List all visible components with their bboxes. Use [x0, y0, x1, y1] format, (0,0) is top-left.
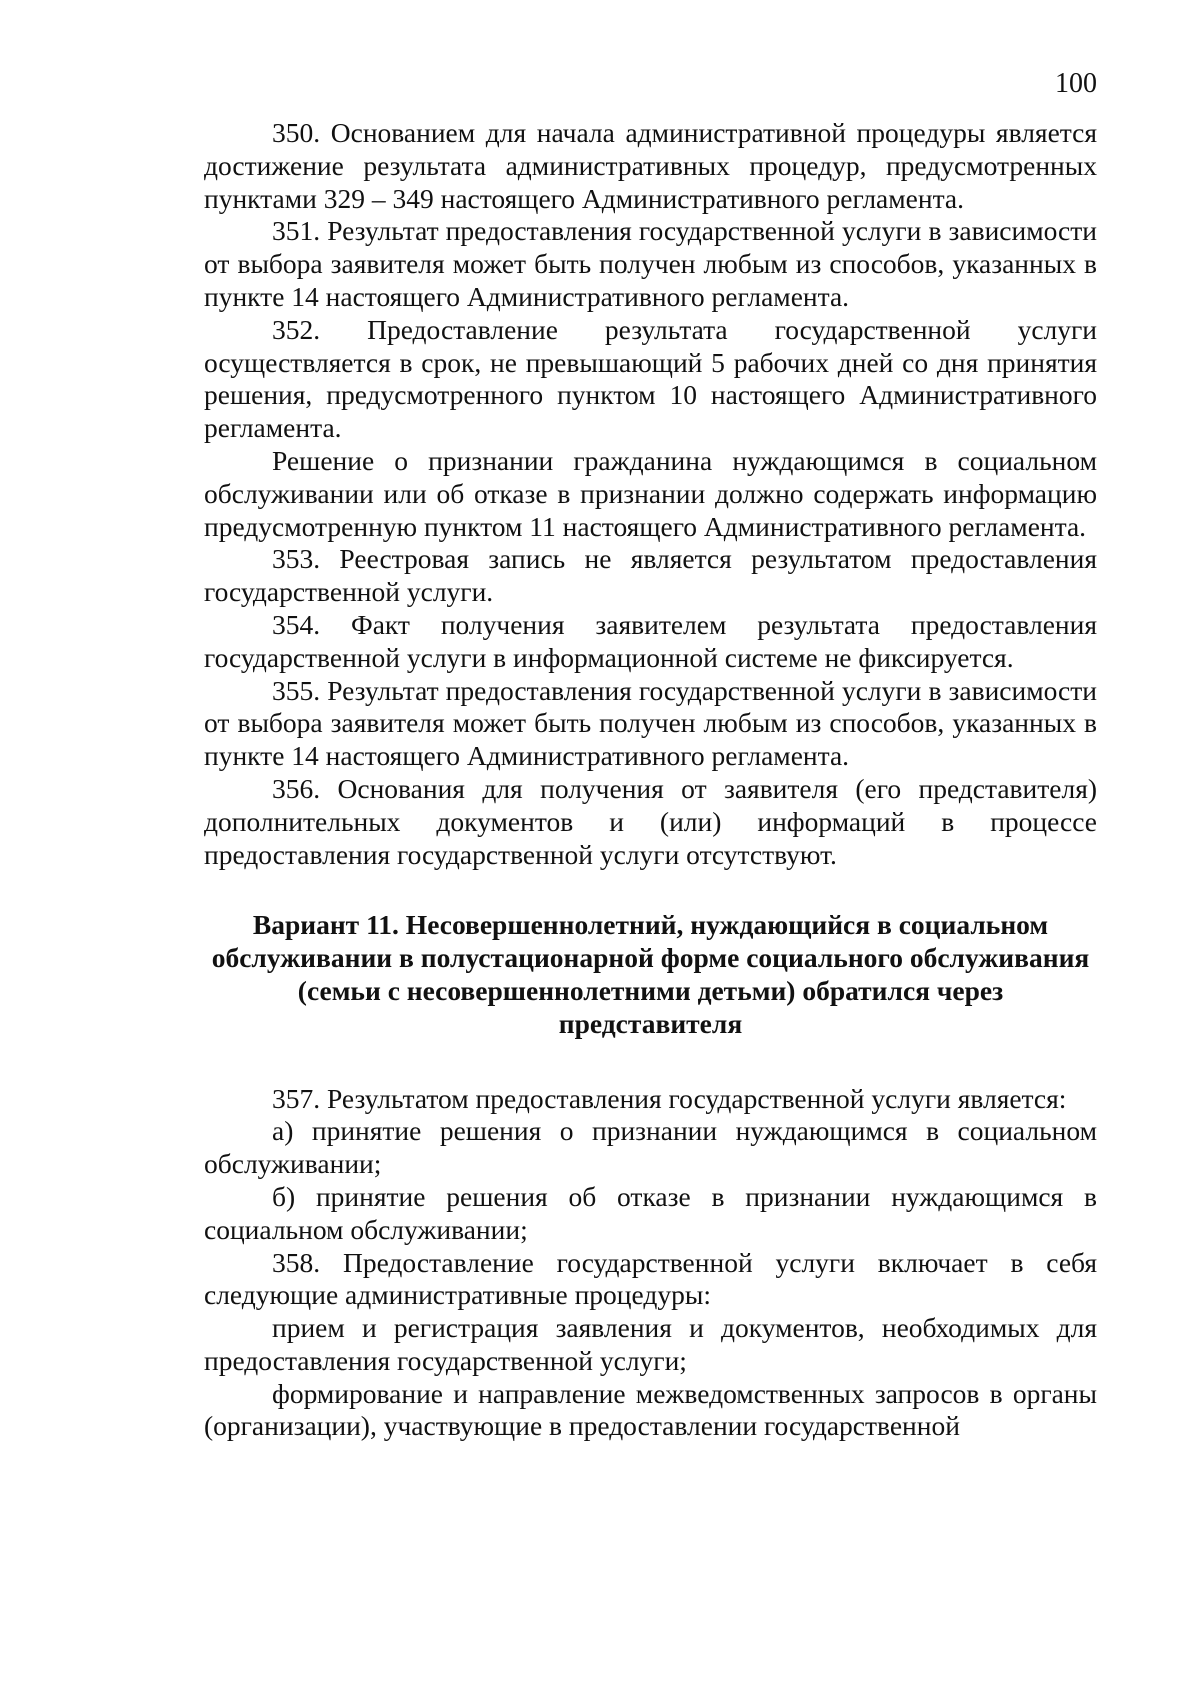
paragraph-358: 358. Предоставление государственной услуги включает в себя следующие административные процедуры: [204, 1246, 1097, 1311]
paragraph-352: 352. Предоставление результата государственной услуги осуществляется в срок, не превышающий 5 рабочих дней со дня принятия решения, предусмотренного пунктом 10 настоящего Административного регламента. [204, 313, 1097, 444]
list-item-a: а) принятие решения о признании нуждающимся в социальном обслуживании; [204, 1115, 1097, 1180]
section-heading: Вариант 11. Несовершеннолетний, нуждающийся в социальном обслуживании в полустационарной форме социального обслуживания (семьи с несовершеннолетними детьми) обратился через представителя [211, 909, 1090, 1039]
paragraph-355: 355. Результат предоставления государственной услуги в зависимости от выбора заявителя может быть получен любым из способов, указанных в пункте 14 настоящего Административного регламента. [204, 674, 1097, 772]
list-item-b: б) принятие решения об отказе в признании нуждающимся в социальном обслуживании; [204, 1180, 1097, 1245]
paragraph-354: 354. Факт получения заявителем результата предоставления государственной услуги в информационной системе не фиксируется. [204, 608, 1097, 673]
document-body [204, 117, 1097, 1443]
procedure-item-reception: прием и регистрация заявления и документов, необходимых для предоставления государственной услуги; [204, 1312, 1097, 1376]
paragraph-350: 350. Основанием для начала административной процедуры является достижение результата административных процедур, предусмотренных пунктами 329 – 349 настоящего Административного регламента. [204, 117, 1097, 214]
page-number: 100 [1055, 68, 1097, 99]
paragraph-353: 353. Реестровая запись не является результатом предоставления государственной услуги. [204, 543, 1097, 608]
paragraph-decision: Решение о признании гражданина нуждающимся в социальном обслуживании или об отказе в признании должно содержать информацию предусмотренную пунктом 11 настоящего Административного регламента. [204, 444, 1097, 542]
paragraph-351: 351. Результат предоставления государственной услуги в зависимости от выбора заявителя может быть получен любым из способов, указанных в пункте 14 настоящего Административного регламента. [204, 215, 1097, 312]
procedure-item-requests: формирование и направление межведомственных запросов в органы (организации), участвующие в предоставлении государственной [204, 1377, 1097, 1442]
paragraph-356: 356. Основания для получения от заявителя (его представителя) дополнительных документов и (или) информаций в процессе предоставления государственной услуги отсутствуют. [204, 772, 1097, 870]
paragraph-357: 357. Результатом предоставления государственной услуги является: [272, 1082, 1067, 1114]
